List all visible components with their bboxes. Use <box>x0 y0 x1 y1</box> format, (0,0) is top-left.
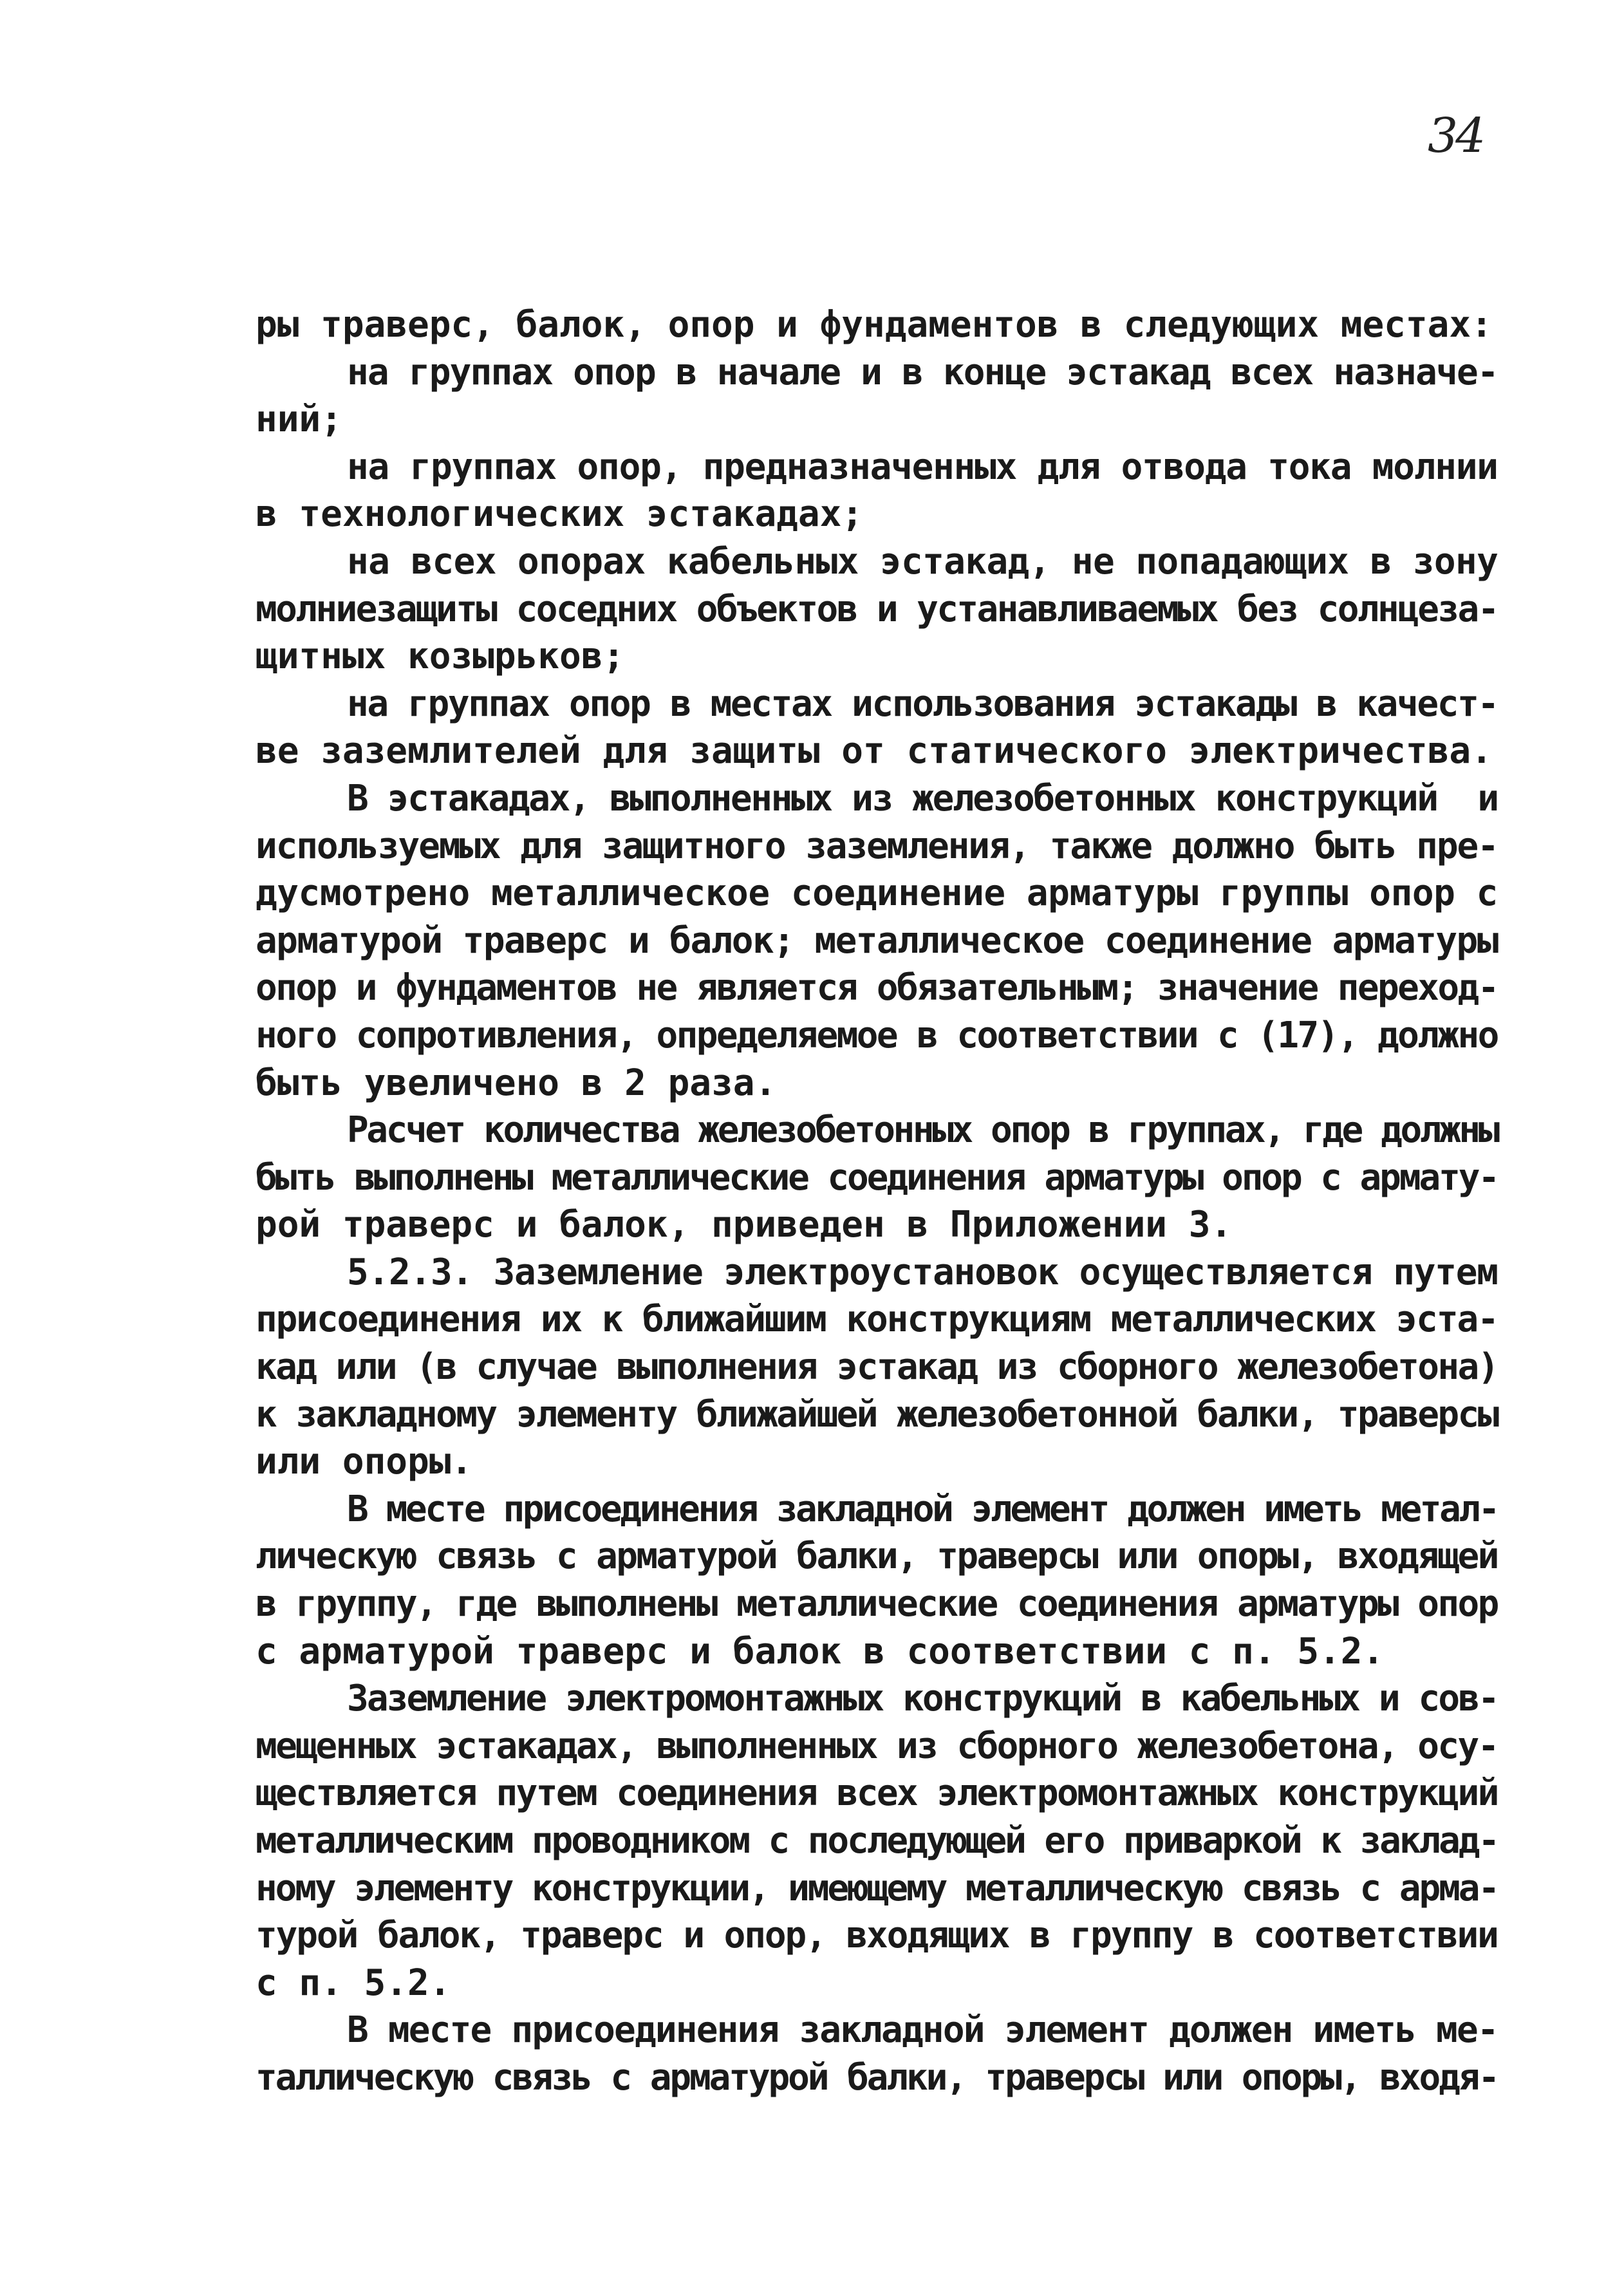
text-line: на группах опор, предназначенных для отвода тока молнии <box>347 445 1498 488</box>
text-line: в группу, где выполнены металлические соединения арматуры опор <box>256 1583 1498 1625</box>
text-line: турой балок, траверс и опор, входящих в группу в соответствии <box>256 1915 1498 1957</box>
text-line: В месте присоединения закладной элемент должен иметь метал- <box>347 1488 1498 1530</box>
body-text <box>256 301 1498 2102</box>
text-line: ний; <box>256 398 342 441</box>
text-line: молниезащиты соседних объектов и устанавливаемых без солнцеза- <box>256 588 1498 630</box>
text-line: ры траверс, балок, опор и фундаментов в следующих местах: <box>256 304 1493 346</box>
text-line: 5.2.3. Заземление электроустановок осуществляется путем <box>347 1251 1498 1293</box>
text-line: ве заземлителей для защиты от статического электричества. <box>256 730 1493 772</box>
text-line: ному элементу конструкции, имеющему металлическую связь с арма- <box>256 1867 1498 1909</box>
text-line: лическую связь с арматурой балки, траверсы или опоры, входящей <box>256 1535 1498 1578</box>
text-line: кад или (в случае выполнения эстакад из сборного железобетона) <box>256 1346 1498 1389</box>
text-line: щитных козырьков; <box>256 635 625 678</box>
text-line: ного сопротивления, определяемое в соответствии с (17), должно <box>256 1014 1498 1056</box>
text-line: мещенных эстакадах, выполненных из сборного железобетона, осу- <box>256 1725 1498 1767</box>
text-line: на всех опорах кабельных эстакад, не попадающих в зону <box>347 540 1498 583</box>
text-line: на группах опор в местах использования эстакады в качест- <box>347 682 1498 725</box>
text-line: дусмотрено металлическое соединение арматуры группы опор с <box>256 872 1498 915</box>
page-number: 34 <box>1428 108 1484 164</box>
text-line: таллическую связь с арматурой балки, траверсы или опоры, входя- <box>256 2056 1498 2099</box>
text-line: металлическим проводником с последующей его приваркой к заклад- <box>256 1820 1498 1862</box>
text-line: к закладному элементу ближайшей железобетонной балки, траверсы <box>256 1393 1498 1436</box>
text-line: арматурой траверс и балок; металлическое соединение арматуры <box>256 919 1498 962</box>
text-line: Заземление электромонтажных конструкций в кабельных и сов- <box>347 1678 1498 1720</box>
text-line: присоединения их к ближайшим конструкциям металлических эста- <box>256 1298 1498 1341</box>
text-line: опор и фундаментов не является обязательным; значение переход- <box>256 967 1498 1009</box>
text-line: быть увеличено в 2 раза. <box>256 1062 777 1104</box>
text-line: с п. 5.2. <box>256 1961 451 2004</box>
text-line: ществляется путем соединения всех электромонтажных конструкций <box>256 1772 1498 1815</box>
text-line: на группах опор в начале и в конце эстакад всех назначе- <box>347 351 1498 393</box>
text-line: используемых для защитного заземления, также должно быть пре- <box>256 825 1498 867</box>
text-line: Расчет количества железобетонных опор в группах, где должны <box>347 1109 1498 1152</box>
text-line: В эстакадах, выполненных из железобетонных конструкций и <box>347 777 1498 819</box>
text-line: быть выполнены металлические соединения арматуры опор с армату- <box>256 1156 1498 1199</box>
text-line: с арматурой траверс и балок в соответствии с п. 5.2. <box>256 1630 1385 1672</box>
text-line: В месте присоединения закладной элемент должен иметь ме- <box>347 2009 1498 2052</box>
text-line: или опоры. <box>256 1441 473 1483</box>
text-line: в технологических эстакадах; <box>256 493 864 536</box>
text-line: рой траверс и балок, приведен в Приложении 3. <box>256 1204 1233 1246</box>
